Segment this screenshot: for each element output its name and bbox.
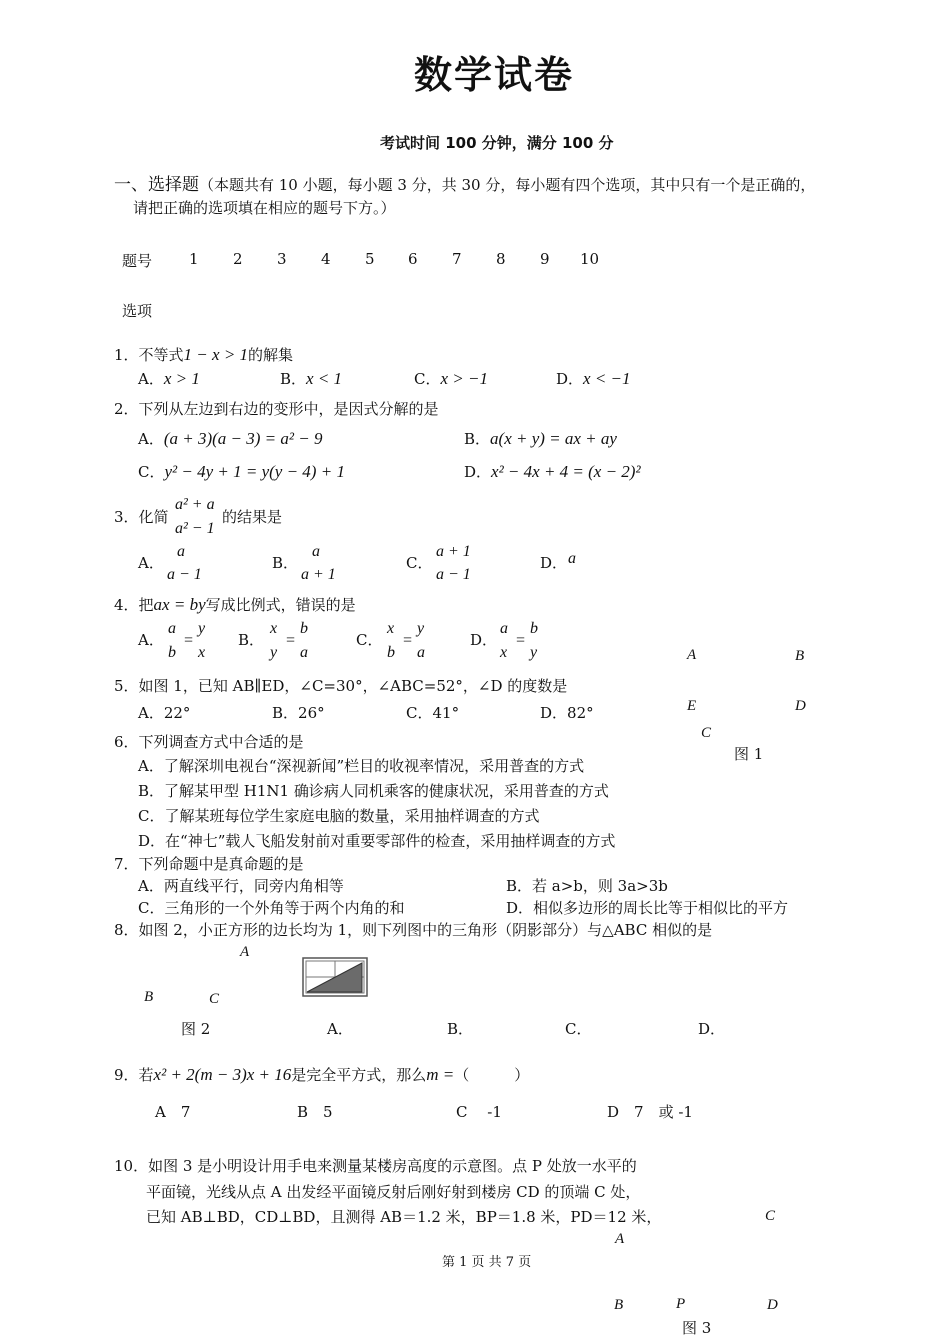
opt-label: B． — [280, 370, 307, 388]
section-note: （本题共有 10 小题，每小题 3 分，共 30 分，每小题有四个选项，其中只有一个是正确的， — [199, 176, 816, 194]
q9-option-c: C -1 — [456, 1103, 502, 1121]
q6-option-a: A．了解深圳电视台“深视新闻”栏目的收视率情况，采用普查的方式 — [138, 757, 585, 775]
q4-option-d-label: D． — [470, 631, 498, 649]
opt-label: D． — [464, 463, 492, 481]
q2-option-d — [464, 461, 641, 482]
q4-c-den1: b — [387, 644, 395, 661]
q4-c-num1: x — [387, 620, 395, 637]
opt-value: x < 1 — [306, 369, 343, 388]
q4-b-den1: y — [270, 644, 278, 661]
q5-option-d: D．82° — [540, 704, 594, 722]
section-note-line2: 请把正确的选项填在相应的题号下方。） — [133, 199, 396, 217]
q4-d-den2: y — [530, 644, 538, 661]
fig3-label-a: A — [615, 1231, 625, 1247]
q1-stem-text: 1．不等式 — [114, 346, 184, 364]
fig1-caption: 图 1 — [734, 745, 764, 763]
exam-subtitle: 考试时间 100 分钟，满分 100 分 — [380, 134, 614, 152]
q4-d-num1: a — [500, 620, 508, 637]
opt-value: x > −1 — [440, 369, 488, 388]
q2-option-c — [138, 461, 345, 482]
q6-option-b: B．了解某甲型 H1N1 确诊病人同机乘客的健康状况，采用普查的方式 — [138, 782, 609, 800]
q1-tail: 的解集 — [248, 346, 294, 364]
q3-option-a-label: A． — [138, 554, 164, 572]
opt-value: x < −1 — [583, 369, 631, 388]
question-5-stem: 5．如图 1，已知 AB∥ED，∠C=30°，∠ABC=52°，∠D 的度数是 — [114, 677, 568, 695]
q4-d-eq: = — [515, 632, 526, 649]
q1-option-c — [414, 368, 488, 389]
q3-c-den: a − 1 — [436, 566, 471, 583]
q3-c-num: a + 1 — [436, 543, 471, 560]
question-6-stem: 6．下列调查方式中合适的是 — [114, 733, 304, 751]
q3-a-den: a − 1 — [167, 566, 202, 583]
q5-option-c: C．41° — [406, 704, 460, 722]
q2-option-a — [138, 428, 322, 449]
opt-label: B． — [464, 430, 491, 448]
q1-option-d — [556, 368, 631, 389]
section-title: 一、选择题 — [114, 175, 199, 195]
answer-number: 5 — [365, 250, 375, 268]
opt-value: y² − 4y + 1 = y(y − 4) + 1 — [164, 462, 345, 481]
q1-option-a — [138, 368, 200, 389]
q7-option-c: C．三角形的一个外角等于两个内角的和 — [138, 899, 405, 917]
q4-b-eq: = — [285, 632, 296, 649]
answer-number: 10 — [580, 250, 600, 268]
question-8-stem: 8．如图 2，小正方形的边长均为 1，则下列图中的三角形（阴影部分）与△ABC 相似的是 — [114, 921, 713, 939]
q8-option-c: C． — [565, 1020, 592, 1038]
fig2-label-c: C — [209, 991, 220, 1007]
answer-number: 9 — [540, 250, 550, 268]
fig1-label-c: C — [701, 725, 712, 741]
opt-label: A． — [138, 370, 164, 388]
page-footer: 第 1 页 共 7 页 — [442, 1255, 532, 1270]
q4-b-den2: a — [300, 644, 308, 661]
q4-expr: ax = by — [153, 595, 206, 614]
q4-c-num2: y — [417, 620, 425, 637]
answer-number: 7 — [452, 250, 462, 268]
q7-option-a: A．两直线平行，同旁内角相等 — [138, 877, 344, 895]
answer-number: 1 — [189, 250, 199, 268]
opt-value: (a + 3)(a − 3) = a² − 9 — [163, 429, 323, 448]
fig1-label-b: B — [795, 648, 805, 664]
q9-m: m = — [426, 1065, 455, 1084]
q4-a-den1: b — [168, 644, 176, 661]
q5-option-b: B．26° — [272, 704, 325, 722]
fig2-caption: 图 2 — [181, 1020, 211, 1038]
fig1-label-d: D — [795, 698, 806, 714]
q3-option-d-label: D． — [540, 554, 568, 572]
question-10-line3: 已知 AB⊥BD，CD⊥BD，且测得 AB＝1.2 米，BP＝1.8 米，PD＝12 米， — [146, 1208, 662, 1226]
fig1-label-a: A — [687, 647, 697, 663]
q9-tail: 是完全平方式，那么 — [291, 1066, 427, 1084]
question-10-line1: 10．如图 3 是小明设计用手电来测量某楼房高度的示意图。点 P 处放一水平的 — [114, 1157, 637, 1175]
opt-label: A． — [138, 430, 164, 448]
q9-expr: x² + 2(m − 3)x + 16 — [153, 1065, 292, 1084]
q8-option-a: A． — [327, 1020, 353, 1038]
page-title: 数学试卷 — [414, 53, 575, 97]
question-4-stem — [114, 594, 356, 615]
q6-option-d: D．在“神七”载人飞船发射前对重要零部件的检查，采用抽样调查的方式 — [138, 832, 616, 850]
answer-option-label: 选项 — [122, 302, 153, 320]
q4-c-eq: = — [402, 632, 413, 649]
answer-number: 3 — [277, 250, 287, 268]
q3-d-value: a — [568, 550, 576, 567]
q4-b-num2: b — [300, 620, 308, 637]
q8-option-b: B． — [447, 1020, 474, 1038]
q9-option-b: B 5 — [297, 1103, 333, 1121]
fig2-label-a: A — [240, 944, 250, 960]
q3-denominator: a² − 1 — [175, 520, 215, 537]
q5-option-a: A．22° — [138, 704, 191, 722]
q9-option-a: A 7 — [155, 1103, 191, 1121]
q4-a-den2: x — [198, 644, 206, 661]
question-2-stem: 2．下列从左边到右边的变形中，是因式分解的是 — [114, 400, 439, 418]
question-7-stem: 7．下列命题中是真命题的是 — [114, 855, 304, 873]
q3-option-b-label: B． — [272, 554, 299, 572]
q7-option-b: B．若 a>b，则 3a>3b — [506, 877, 668, 895]
fig1-label-e: E — [687, 698, 697, 714]
q1-option-b — [280, 368, 342, 389]
opt-value: a(x + y) = ax + ay — [490, 429, 617, 448]
q3-numerator: a² + a — [175, 496, 215, 513]
q3-b-den: a + 1 — [301, 566, 336, 583]
answer-number: 2 — [233, 250, 243, 268]
q3-option-c-label: C． — [406, 554, 433, 572]
opt-label: C． — [414, 370, 441, 388]
q9-option-d: D 7 或 -1 — [607, 1103, 693, 1121]
q4-option-b-label: B． — [238, 631, 265, 649]
fig3-caption: 图 3 — [682, 1319, 712, 1337]
opt-label: C． — [138, 463, 165, 481]
question-1-stem — [114, 344, 293, 365]
fig3-label-d: D — [767, 1297, 778, 1313]
option-a-shaded-triangle-figure — [302, 957, 368, 997]
opt-value: x² − 4x + 4 = (x − 2)² — [491, 462, 641, 481]
q9-paren: （ ） — [454, 1066, 530, 1084]
q4-d-den1: x — [500, 644, 508, 661]
q4-c-den2: a — [417, 644, 425, 661]
answer-number: 4 — [321, 250, 331, 268]
q4-d-num2: b — [530, 620, 538, 637]
answer-number: 8 — [496, 250, 506, 268]
q4-option-c-label: C． — [356, 631, 383, 649]
question-3-stem: 3．化简 — [114, 508, 169, 526]
answer-row-label: 题号 — [122, 252, 153, 270]
q6-option-c: C．了解某班每位学生家庭电脑的数量，采用抽样调查的方式 — [138, 807, 540, 825]
q1-expr: 1 − x > 1 — [183, 345, 249, 364]
fig3-label-p: P — [676, 1296, 686, 1312]
answer-number: 6 — [408, 250, 418, 268]
q4-a-num1: a — [168, 620, 176, 637]
fig2-label-b: B — [144, 989, 154, 1005]
q4-option-a-label: A． — [138, 631, 164, 649]
q7-option-d: D．相似多边形的周长比等于相似比的平方 — [506, 899, 789, 917]
q9-stem-text: 9．若 — [114, 1066, 154, 1084]
q3-b-num: a — [312, 543, 320, 560]
q4-stem-text: 4．把 — [114, 596, 154, 614]
q4-b-num1: x — [270, 620, 278, 637]
q3-tail: 的结果是 — [222, 508, 283, 526]
q3-a-num: a — [177, 543, 185, 560]
fig3-label-c: C — [765, 1208, 776, 1224]
q8-option-d: D． — [698, 1020, 726, 1038]
q4-tail: 写成比例式，错误的是 — [205, 596, 356, 614]
q4-a-eq: = — [183, 632, 194, 649]
question-10-line2: 平面镜，光线从点 A 出发经平面镜反射后刚好射到楼房 CD 的顶端 C 处， — [146, 1183, 641, 1201]
q4-a-num2: y — [198, 620, 206, 637]
q2-option-b — [464, 428, 617, 449]
question-9-stem — [114, 1064, 529, 1085]
opt-label: D． — [556, 370, 584, 388]
section-heading — [114, 170, 815, 195]
opt-value: x > 1 — [163, 369, 200, 388]
fig3-label-b: B — [614, 1297, 624, 1313]
